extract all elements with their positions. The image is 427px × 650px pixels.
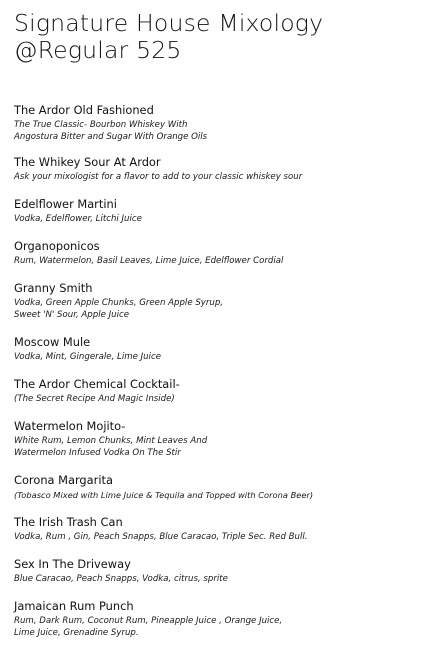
cocktail-name: Corona Margarita <box>14 473 113 487</box>
cocktail-name: Jamaican Rum Punch <box>14 599 134 613</box>
cocktail-description: Vodka, Mint, Gingerale, Lime Juice <box>14 352 161 362</box>
cocktail-name: The Ardor Old Fashioned <box>14 103 154 117</box>
cocktail-item <box>14 419 419 459</box>
cocktail-name: The Whikey Sour At Ardor <box>14 155 161 169</box>
cocktail-item <box>14 335 419 363</box>
cocktail-item <box>14 103 419 143</box>
cocktail-description: White Rum, Lemon Chunks, Mint Leaves And Watermelon Infused Vodka On The Stir <box>14 436 208 458</box>
cocktail-item <box>14 473 419 501</box>
cocktail-description: Rum, Dark Rum, Coconut Rum, Pineapple Juice , Orange Juice, Lime Juice, Grenadine Syrup. <box>14 616 283 638</box>
menu-title-line-2: @Regular 525 <box>14 36 182 64</box>
cocktail-item <box>14 281 419 321</box>
cocktail-item <box>14 155 419 183</box>
cocktail-name: Watermelon Mojito- <box>14 419 126 433</box>
cocktail-item <box>14 239 419 267</box>
cocktail-name: The Irish Trash Can <box>14 515 123 529</box>
cocktail-description: Vodka, Green Apple Chunks, Green Apple Syrup, Sweet 'N' Sour, Apple Juice <box>14 298 224 320</box>
cocktail-item <box>14 599 419 639</box>
cocktail-list <box>14 103 419 639</box>
cocktail-description: Blue Caracao, Peach Snapps, Vodka, citrus, sprite <box>14 574 228 584</box>
cocktail-description: Vodka, Edelflower, Litchi Juice <box>14 214 142 224</box>
cocktail-item <box>14 197 419 225</box>
menu-title-line-1: Signature House Mixology <box>14 9 324 37</box>
cocktail-description: (The Secret Recipe And Magic Inside) <box>14 394 175 404</box>
cocktail-item <box>14 557 419 585</box>
cocktail-description: Ask your mixologist for a flavor to add to your classic whiskey sour <box>14 172 303 182</box>
cocktail-name: The Ardor Chemical Cocktail- <box>14 377 180 391</box>
menu-title <box>14 10 419 64</box>
cocktail-description: Rum, Watermelon, Basil Leaves, Lime Juice, Edelflower Cordial <box>14 256 284 266</box>
cocktail-name: Edelflower Martini <box>14 197 117 211</box>
cocktail-description: (Tobasco Mixed with Lime Juice & Tequila and Topped with Corona Beer) <box>14 490 314 500</box>
cocktail-description: The True Classic- Bourbon Whiskey With Angostura Bitter and Sugar With Orange Oils <box>14 120 208 142</box>
cocktail-item <box>14 515 419 543</box>
cocktail-item <box>14 377 419 405</box>
cocktail-name: Sex In The Driveway <box>14 557 131 571</box>
cocktail-name: Moscow Mule <box>14 335 91 349</box>
mixology-menu <box>14 10 419 639</box>
cocktail-name: Organoponicos <box>14 239 100 253</box>
cocktail-name: Granny Smith <box>14 281 93 295</box>
cocktail-description: Vodka, Rum , Gin, Peach Snapps, Blue Caracao, Triple Sec. Red Bull. <box>14 532 308 542</box>
